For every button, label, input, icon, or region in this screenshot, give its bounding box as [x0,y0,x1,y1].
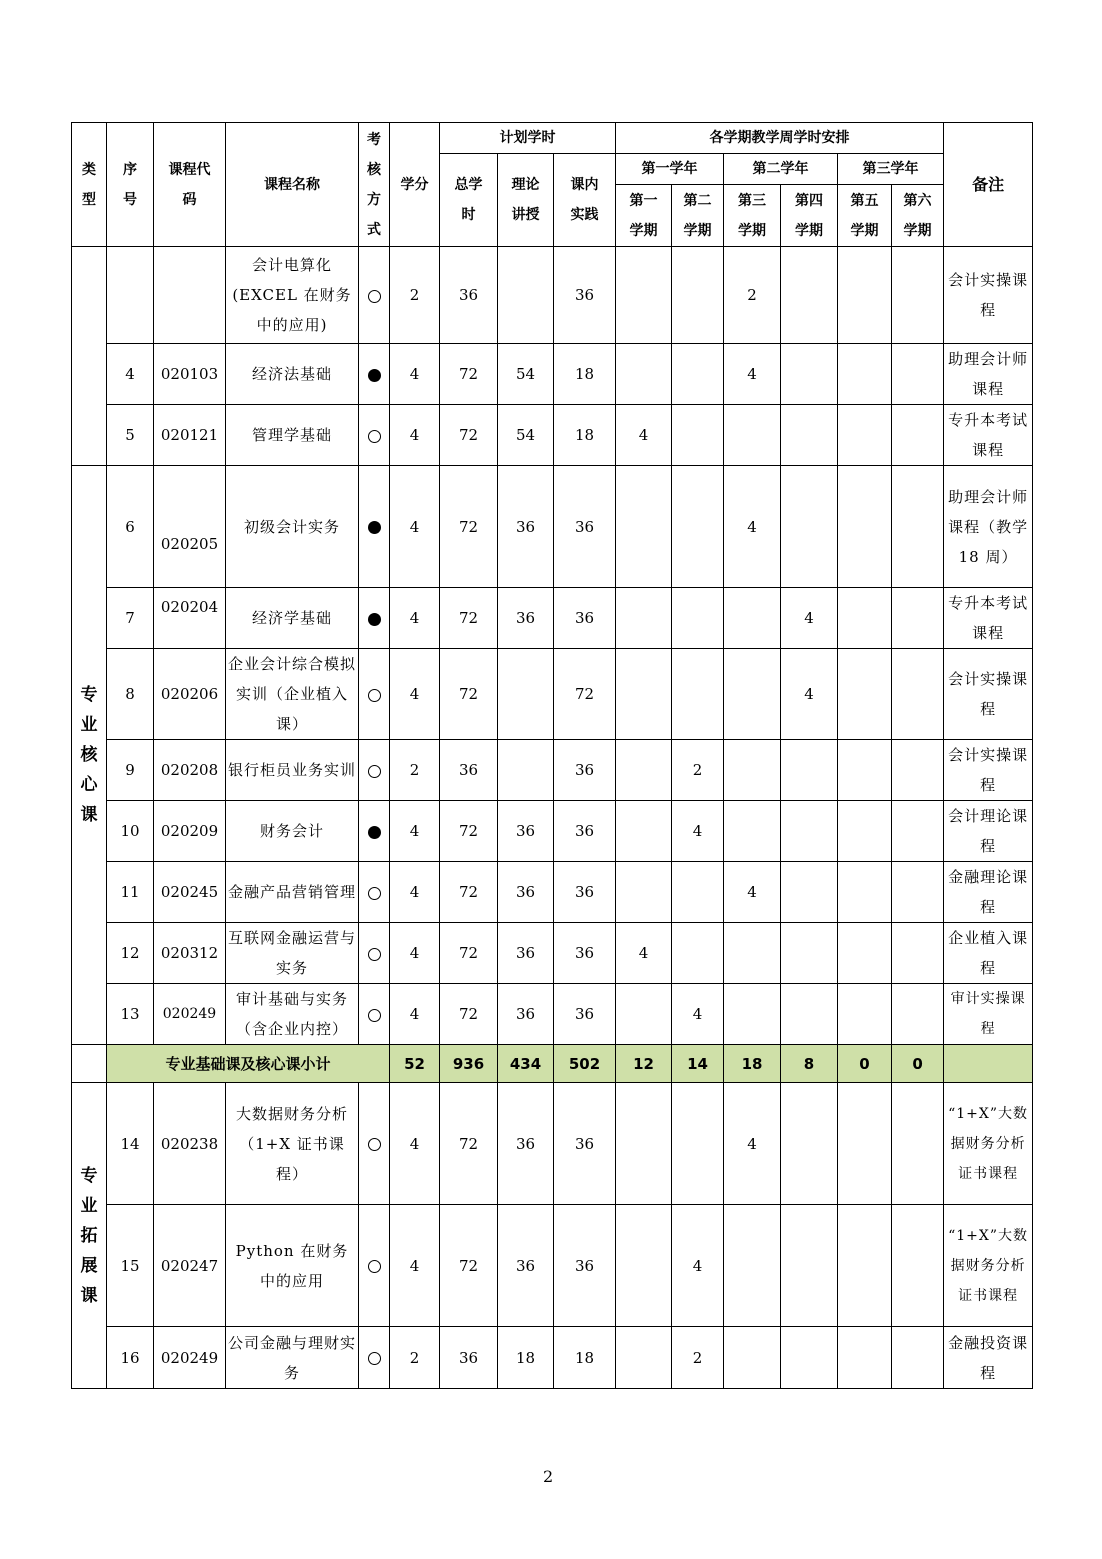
course-name: 财务会计 [226,801,359,862]
remark: “1+X”大数据财务分析证书课程 [944,1205,1033,1327]
header-assess: 考核方式 [359,123,390,247]
course-name: 大数据财务分析（1+X 证书课程） [226,1083,359,1205]
course-name: 经济学基础 [226,588,359,649]
group-core-label: 专业核心课 [72,466,107,1045]
table-row: 会计电算化(EXCEL 在财务中的应用) 2 36 36 2 会计实操课程 [72,247,1033,344]
header-year2: 第二学年 [724,154,838,185]
assess-ring [359,1205,390,1327]
table-row: 12 020312 互联网金融运营与实务 4 72 36 36 4 企业植入课程 [72,923,1033,984]
remark: 会计实操课程 [944,649,1033,740]
header-plan-hours: 计划学时 [440,123,616,154]
course-name: Python 在财务中的应用 [226,1205,359,1327]
header-total: 总学时 [440,154,498,247]
course-name: 金融产品营销管理 [226,862,359,923]
table-row: 专业核心课 6 020205 初级会计实务 4 72 36 36 4 助理会计师课程（教学 18 周） [72,466,1033,588]
table-row: 8 020206 企业会计综合模拟实训（企业植入课） 4 72 72 4 会计实操课程 [72,649,1033,740]
assess-ring [359,247,390,344]
remark: 会计实操课程 [944,247,1033,344]
header-sem5: 第五学期 [838,185,892,247]
table-row: 10 020209 财务会计 4 72 36 36 4 会计理论课程 [72,801,1033,862]
header-name: 课程名称 [226,123,359,247]
assess-ring [359,405,390,466]
assess-ring [359,984,390,1045]
header-remark: 备注 [944,123,1033,247]
header-type: 类型 [72,123,107,247]
header-sem3: 第三学期 [724,185,781,247]
header-sem1: 第一学期 [616,185,672,247]
remark: 助理会计师课程 [944,344,1033,405]
remark: 专升本考试课程 [944,405,1033,466]
header-theory: 理论讲授 [498,154,554,247]
table-row: 16 020249 公司金融与理财实务 2 36 18 18 2 金融投资课程 [72,1327,1033,1389]
assess-dot [359,344,390,405]
subtotal-row: 专业基础课及核心课小计 52 936 434 502 12 14 18 8 0 0 [72,1045,1033,1083]
remark: 专升本考试课程 [944,588,1033,649]
subtotal-label: 专业基础课及核心课小计 [107,1045,390,1083]
remark: 审计实操课程 [944,984,1033,1045]
remark: 助理会计师课程（教学 18 周） [944,466,1033,588]
remark: 金融理论课程 [944,862,1033,923]
header-year1: 第一学年 [616,154,724,185]
course-name: 银行柜员业务实训 [226,740,359,801]
remark: 金融投资课程 [944,1327,1033,1389]
assess-dot [359,801,390,862]
course-name: 企业会计综合模拟实训（企业植入课） [226,649,359,740]
table-row: 专业拓展课 14 020238 大数据财务分析（1+X 证书课程） 4 72 36 36 4 “1+X”大数据财务分析证书课程 [72,1083,1033,1205]
course-name: 会计电算化(EXCEL 在财务中的应用) [226,247,359,344]
course-name: 互联网金融运营与实务 [226,923,359,984]
header-year3: 第三学年 [838,154,944,185]
assess-ring [359,1327,390,1389]
header-sem2: 第二学期 [672,185,724,247]
header-sem4: 第四学期 [781,185,838,247]
remark: 会计实操课程 [944,740,1033,801]
table-row: 7 020204 经济学基础 4 72 36 36 4 专升本考试课程 [72,588,1033,649]
assess-dot [359,588,390,649]
header-schedule: 各学期教学周学时安排 [616,123,944,154]
course-name: 审计基础与实务（含企业内控） [226,984,359,1045]
table-row: 9 020208 银行柜员业务实训 2 36 36 2 会计实操课程 [72,740,1033,801]
header-credit: 学分 [390,123,440,247]
table-row: 11 020245 金融产品营销管理 4 72 36 36 4 金融理论课程 [72,862,1033,923]
header-code: 课程代码 [154,123,226,247]
remark: 会计理论课程 [944,801,1033,862]
course-plan-table [71,122,1033,1389]
remark: 企业植入课程 [944,923,1033,984]
page-number: 2 [543,1467,554,1486]
assess-dot [359,466,390,588]
table-row: 5 020121 管理学基础 4 72 54 18 4 专升本考试课程 [72,405,1033,466]
header-practice: 课内实践 [554,154,616,247]
table-row: 13 020249 审计基础与实务（含企业内控） 4 72 36 36 4 审计实操课程 [72,984,1033,1045]
assess-ring [359,649,390,740]
assess-ring [359,862,390,923]
table-row: 4 020103 经济法基础 4 72 54 18 4 助理会计师课程 [72,344,1033,405]
assess-ring [359,1083,390,1205]
type-cell-continued [72,247,107,466]
header-sem6: 第六学期 [892,185,944,247]
assess-ring [359,740,390,801]
course-name: 管理学基础 [226,405,359,466]
course-name: 初级会计实务 [226,466,359,588]
header-no: 序号 [107,123,154,247]
remark: “1+X”大数据财务分析证书课程 [944,1083,1033,1205]
assess-ring [359,923,390,984]
table-row: 15 020247 Python 在财务中的应用 4 72 36 36 4 “1+X”大数据财务分析证书课程 [72,1205,1033,1327]
course-name: 公司金融与理财实务 [226,1327,359,1389]
course-name: 经济法基础 [226,344,359,405]
group-ext-label: 专业拓展课 [72,1083,107,1389]
